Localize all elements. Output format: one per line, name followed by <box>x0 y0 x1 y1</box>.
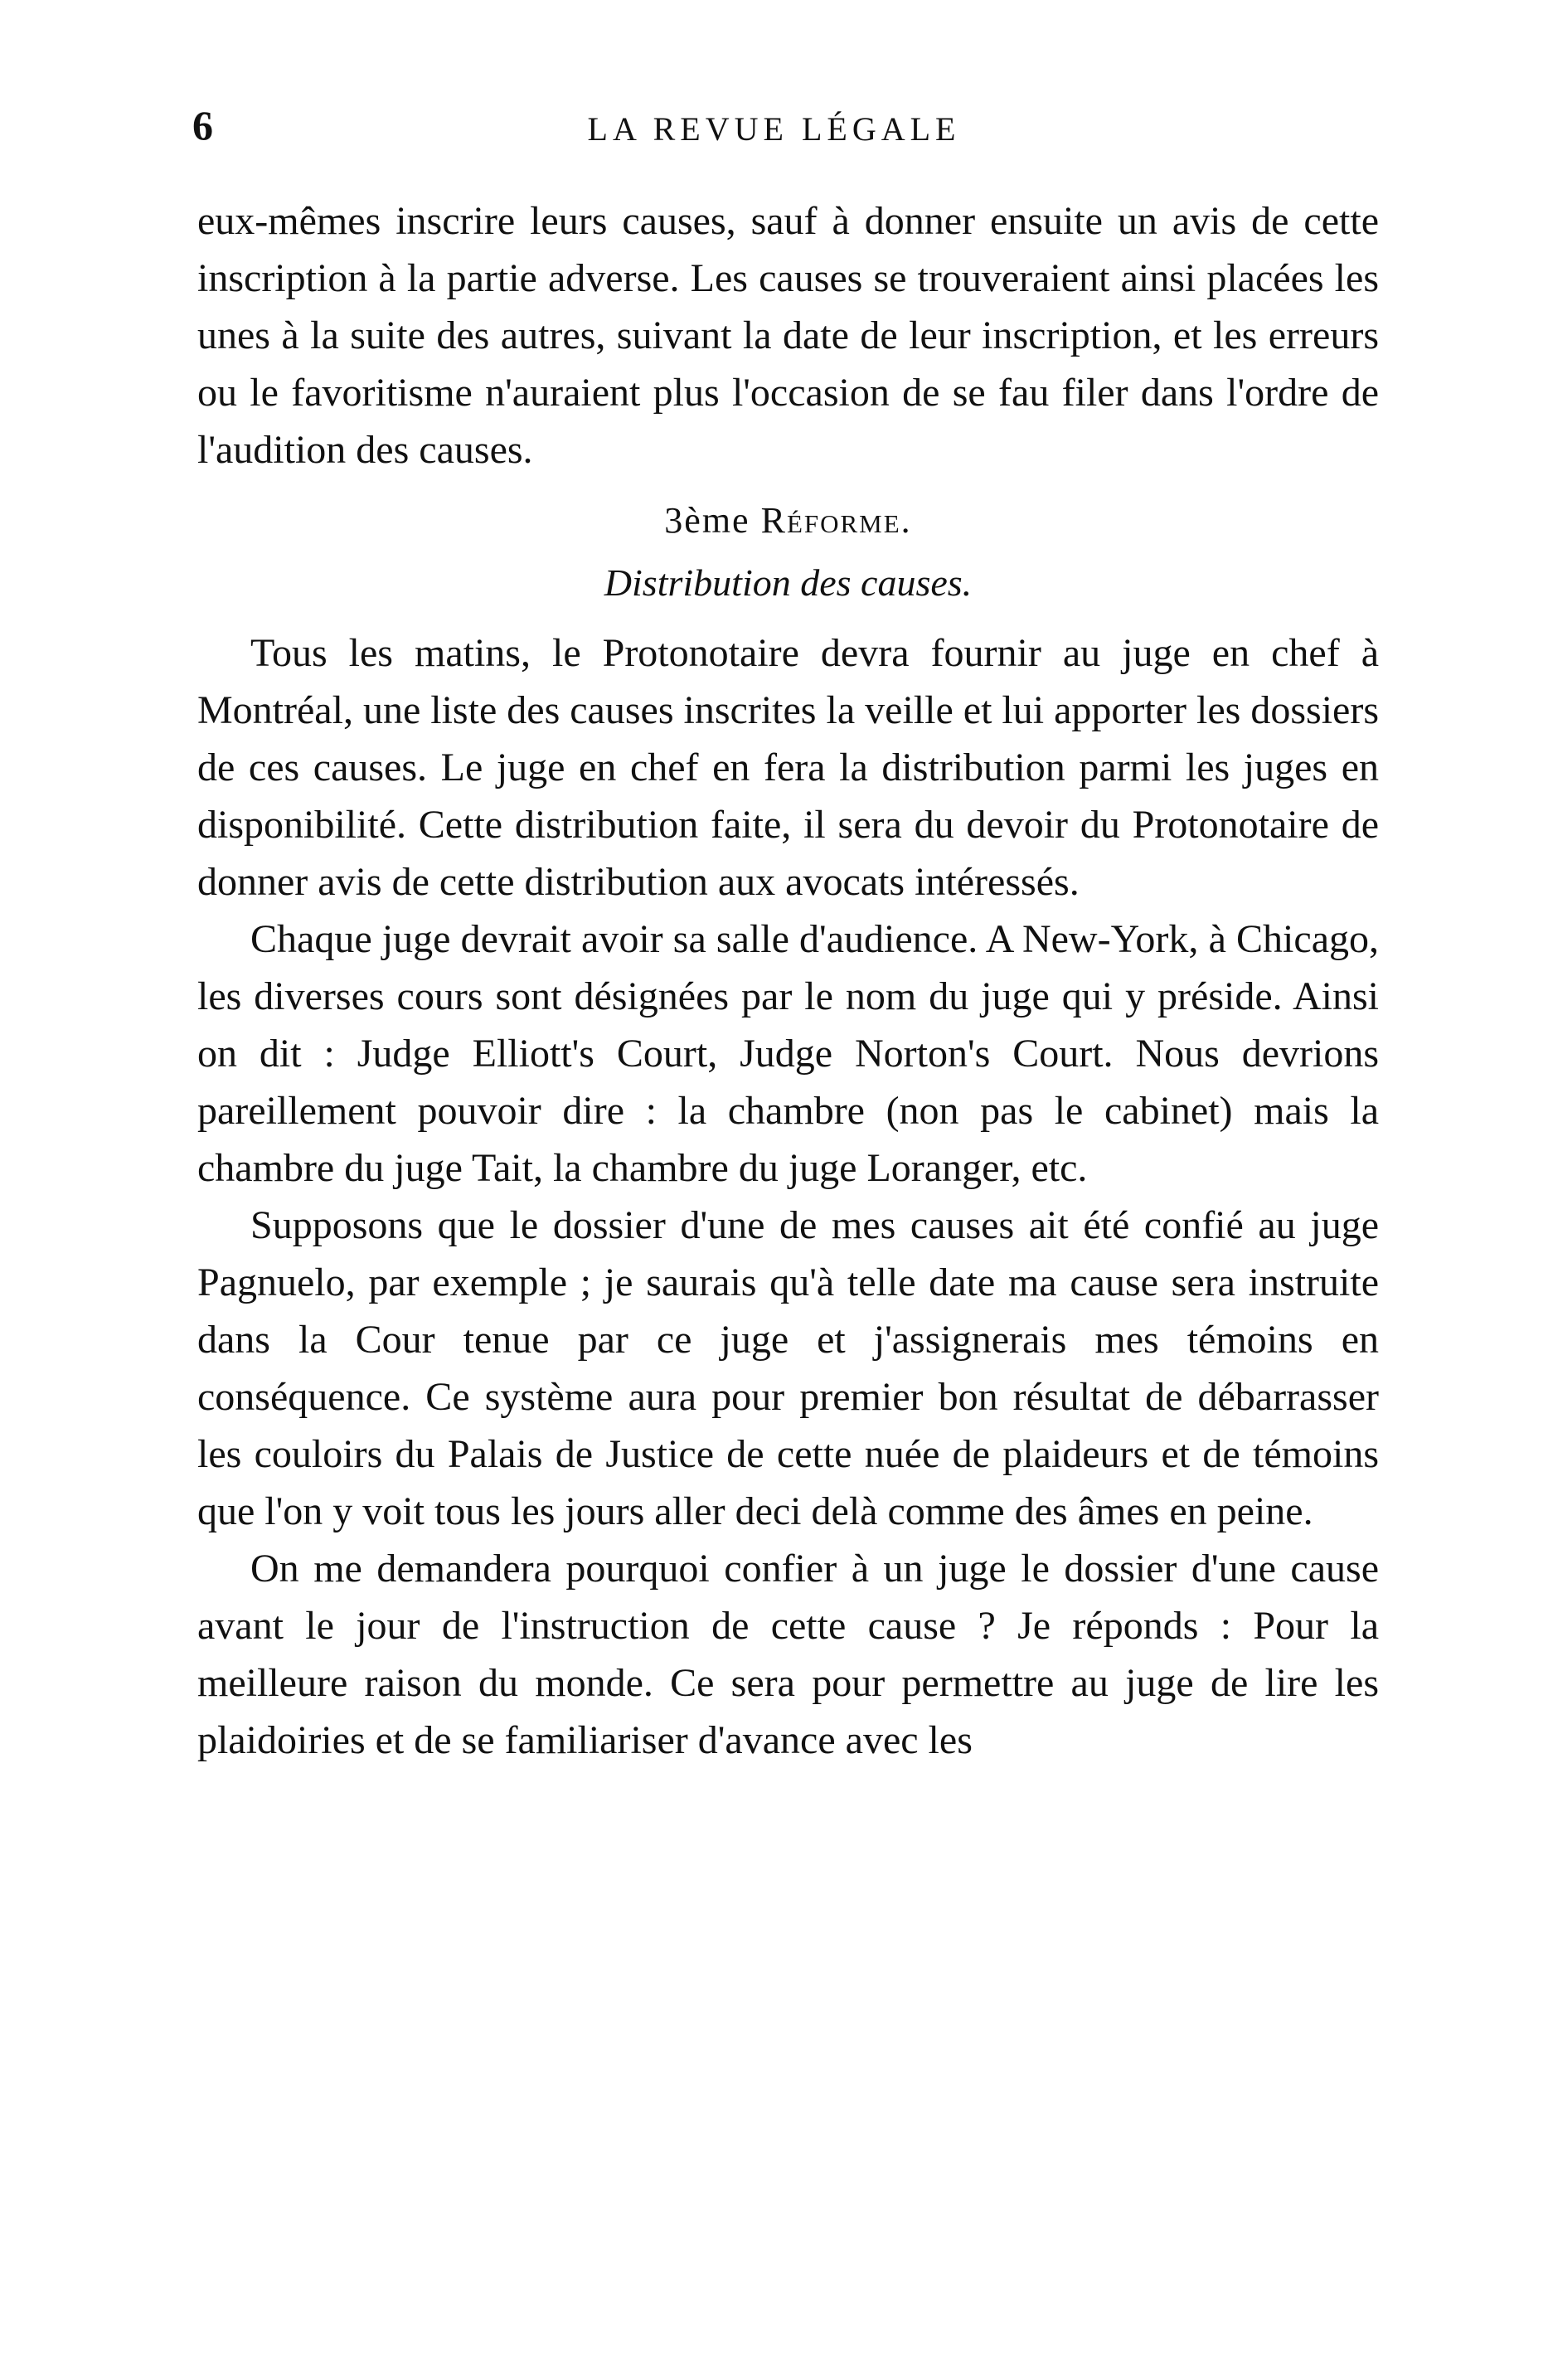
section-subheading: Distribution des causes. <box>604 561 973 604</box>
paragraph-distribution: Tous les matins, le Protonotaire devra fournir au juge en chef à Montréal, une liste des causes inscrites la veille et lui apporter les dossiers de ces causes. Le juge en chef en fera la distribution parmi les juges en disponibilité. Cette distribution faite, il sera du devoir du Protonotaire de donner avis de cette distribution aux avocats intéressés. <box>197 631 1379 904</box>
section-title: Réforme. <box>760 500 912 541</box>
body-text <box>197 192 1379 1769</box>
page-header <box>0 0 1548 191</box>
page-number: 6 <box>192 102 213 148</box>
paragraph-exemple: Supposons que le dossier d'une de mes causes ait été confié au juge Pagnuelo, par exemple ; je saurais qu'à telle date ma cause sera instruite dans la Cour tenue par ce juge et j'assignerais mes témoins en conséquence. Ce système aura pour premier bon résultat de débarrasser les couloirs du Palais de Justice de cette nuée de plaideurs et de témoins que l'on y voit tous les jours aller deci delà comme des âmes en peine. <box>197 1203 1379 1533</box>
continuation-paragraph: eux-mêmes inscrire leurs causes, sauf à donner ensuite un avis de cette inscription à la partie adverse. Les causes se trouveraient ainsi placées les unes à la suite des autres, suivant la date de leur inscription, et les erreurs ou le favoritisme n'auraient plus l'occasion de se fau filer dans l'ordre de l'audition des causes. <box>197 199 1379 472</box>
paragraph-raison: On me demandera pourquoi confier à un juge le dossier d'une cause avant le jour de l'instruction de cette cause ? Je réponds : Pour la meilleure raison du monde. Ce sera pour permettre au juge de lire les plaidoiries et de se familiariser d'avance avec les <box>197 1547 1379 1762</box>
paragraph-salle-audience: Chaque juge devrait avoir sa salle d'audience. A New-York, à Chicago, les diverses cours sont désignées par le nom du juge qui y préside. Ainsi on dit : Judge Elliott's Court, Judge Norton's Court. Nous devrions pareillement pouvoir dire : la chambre (non pas le cabinet) mais la chambre du juge Tait, la chambre du juge Loranger, etc. <box>197 917 1379 1190</box>
section-heading <box>197 492 1379 549</box>
section-number: 3ème <box>664 500 750 541</box>
running-title: LA REVUE LÉGALE <box>587 110 961 148</box>
